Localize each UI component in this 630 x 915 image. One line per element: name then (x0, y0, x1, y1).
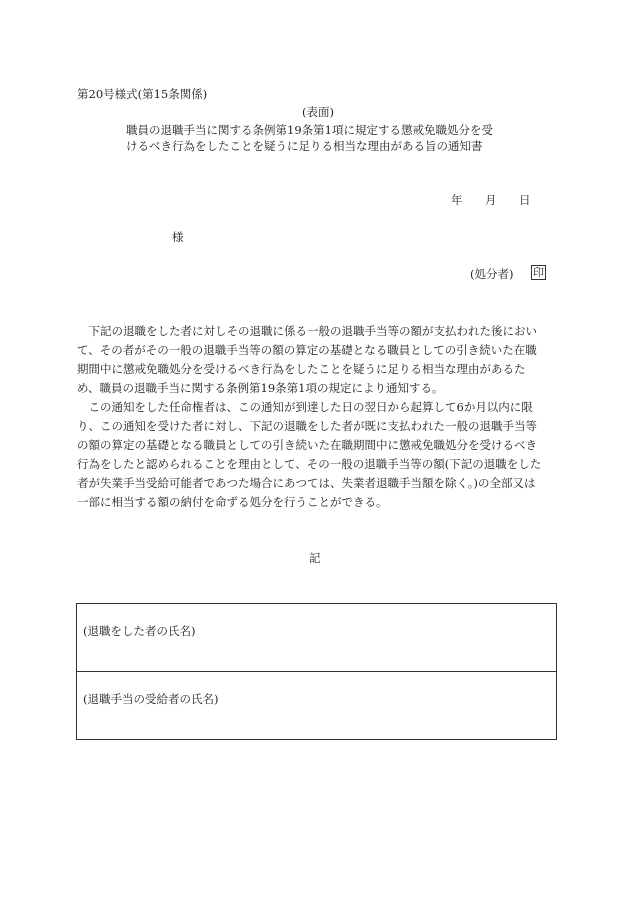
record-table (76, 603, 557, 740)
body-line: この通知をした任命権者は、この通知が到達した日の翌日から起算して6か月以内に限 (77, 400, 533, 414)
date-month-label: 月 (485, 193, 497, 207)
addressee-suffix: 様 (172, 230, 184, 244)
note-label: 記 (309, 551, 321, 565)
date-year-label: 年 (451, 193, 463, 207)
body-line: て、その者がその一般の退職手当等の額の算定の基礎となる職員としての引き続いた在職 (77, 343, 537, 357)
body-line: 期間中に懲戒免職処分を受けるべき行為をしたことを疑うに足りる相当な理由があるた (77, 362, 526, 376)
issuer-label: (処分者) (470, 267, 514, 281)
body-line: 下記の退職をした者に対しその退職に係る一般の退職手当等の額が支払われた後におい (77, 324, 537, 338)
seal-mark: 印 (533, 266, 544, 279)
body-line: 者が失業手当受給可能者であつた場合にあつては、失業者退職手当額を除く。)の全部又は (77, 476, 536, 490)
recipient-name-label: (退職手当の受給者の氏名) (83, 692, 219, 706)
body-line: の額の算定の基礎となる職員としての引き続いた在職期間中に懲戒免職処分を受けるべき (77, 438, 537, 452)
retiree-name-label: (退職をした者の氏名) (83, 624, 196, 638)
body-line: 一部に相当する額の納付を命ずる処分を行うことができる。 (77, 495, 388, 509)
side-label: (表面) (302, 105, 334, 119)
body-line: 行為をしたと認められることを理由として、その一般の退職手当等の額(下記の退職をした (77, 457, 542, 471)
record-row-retiree-name (77, 604, 556, 672)
record-row-recipient-name (77, 672, 556, 739)
document-title-line: けるべき行為をしたことを疑うに足りる相当な理由がある旨の通知書 (126, 139, 483, 153)
document-title-line: 職員の退職手当に関する条例第19条第1項に規定する懲戒免職処分を受 (126, 123, 493, 137)
body-line: り、この通知を受けた者に対し、下記の退職をした者が既に支払われた一般の退職手当等 (77, 419, 537, 433)
date-day-label: 日 (519, 193, 531, 207)
body-line: め、職員の退職手当に関する条例第19条第1項の規定により通知する。 (77, 381, 444, 395)
form-number: 第20号様式(第15条関係) (77, 87, 208, 101)
